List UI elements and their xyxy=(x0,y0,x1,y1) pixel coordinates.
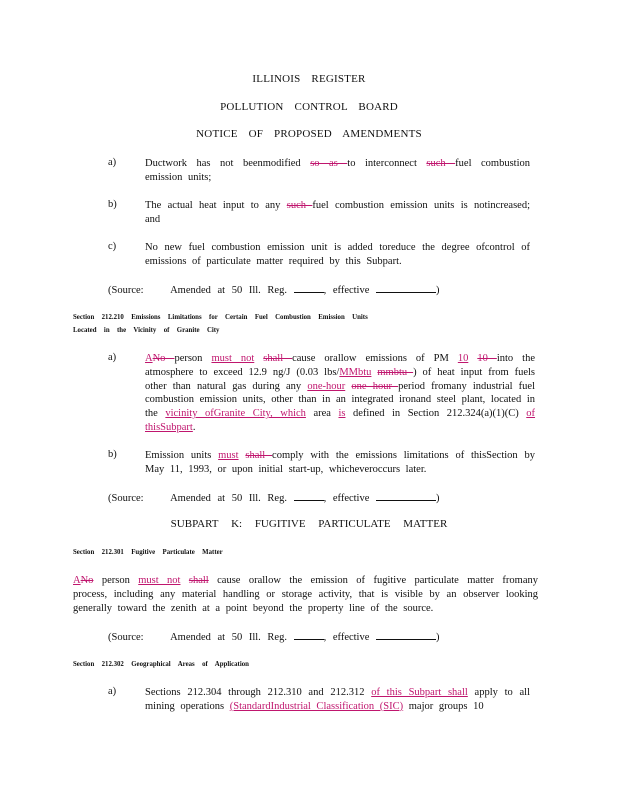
deleted-text: No xyxy=(80,575,94,586)
inserted-text: of this Subpart shall xyxy=(371,687,468,698)
section-301-heading: Section 212.301 Fugitive Particulate Matter xyxy=(73,548,223,556)
source-effective: effective xyxy=(332,632,370,643)
source-line-3: (Source: Amended at 50 Ill. Reg. , effective ) xyxy=(108,632,440,643)
text-run: fuel combustion emission units is notincreased; and xyxy=(145,200,531,225)
deleted-text: No xyxy=(152,353,175,364)
text-run: into the atmosphere to exceed 12.9 ng/J (0.03 lbs/ xyxy=(145,353,535,378)
text-run: No new fuel combustion emission unit is added toreduce the degree ofcontrol of emissions of particulate matter required by this Subpart. xyxy=(145,242,530,267)
inserted-text: vicinity ofGranite City, which xyxy=(165,408,306,420)
blank-date xyxy=(376,491,436,501)
deleted-text: 10 xyxy=(477,353,497,364)
blank-date xyxy=(376,630,436,640)
text-run: fuel combustion emission units; xyxy=(145,158,530,183)
text-run xyxy=(254,353,263,364)
text-run: Sections 212.304 through 212.310 and 212.312 xyxy=(145,687,372,698)
list2-item-b xyxy=(145,449,535,477)
section-302-heading: Section 212.302 Geographical Areas of Application xyxy=(73,660,249,668)
para-301 xyxy=(73,574,538,615)
source-label: (Source: xyxy=(108,493,144,504)
source-text: Amended at 50 Ill. Reg. xyxy=(170,493,287,504)
deleted-text: so as xyxy=(310,158,348,169)
text-run: person xyxy=(93,575,139,586)
inserted-text: (StandardIndustrial Classification (SIC) xyxy=(229,700,404,712)
section-210-line1: Section 212.210 Emissions Limitations for Certain Fuel Combustion Emission Units xyxy=(73,313,368,321)
source-text: Amended at 50 Ill. Reg. xyxy=(170,632,287,643)
deleted-text: shall xyxy=(245,450,273,461)
text-run: Emission units xyxy=(145,450,219,461)
blank-date xyxy=(376,283,436,293)
text-run xyxy=(468,353,477,364)
text-run: period fromany industrial fuel combustion emission units, other than in an integrated ironand steel plant, located in the xyxy=(145,380,536,420)
text-run xyxy=(180,575,188,586)
text-run: defined in Section 212.324(a)(1)(C) xyxy=(345,408,527,420)
deleted-text: shall xyxy=(263,353,293,364)
text-run: The actual heat input to any xyxy=(145,200,287,211)
inserted-text: must not xyxy=(138,575,181,586)
list1-label-b: b) xyxy=(108,199,117,210)
list1-item-c xyxy=(145,241,530,269)
source-label: (Source: xyxy=(108,632,144,643)
inserted-text: one-hour xyxy=(307,380,346,392)
text-run: ) of heat input from fuels other than natural gas during any xyxy=(145,366,535,392)
list1-label-a: a) xyxy=(108,157,117,168)
deleted-text: such xyxy=(426,158,456,169)
blank-volume xyxy=(294,630,324,640)
source-effective: effective xyxy=(332,285,370,296)
text-run: person xyxy=(174,353,212,364)
list3-item-a xyxy=(145,686,530,714)
list1-item-b xyxy=(145,199,530,227)
list2-label-b: b) xyxy=(108,449,117,460)
inserted-text: MMbtu xyxy=(339,366,372,378)
text-run: comply with the emissions limitations of thisSection by May 11, 1993, or upon initial start-up, whicheveroccurs later. xyxy=(145,450,535,475)
header-notice: NOTICE OF PROPOSED AMENDMENTS xyxy=(196,128,422,140)
text-run: . xyxy=(192,421,196,433)
list2-label-a: a) xyxy=(108,352,117,363)
text-run: Ductwork has not beenmodified xyxy=(145,158,311,169)
blank-volume xyxy=(294,491,324,501)
inserted-text: of thisSubpart xyxy=(145,408,536,433)
inserted-text: must not xyxy=(211,353,255,364)
text-run: major groups 10 xyxy=(403,700,484,712)
text-run: to interconnect xyxy=(347,158,427,169)
list2-item-a xyxy=(145,352,535,435)
source-label: (Source: xyxy=(108,285,144,296)
inserted-text: 10 xyxy=(457,353,469,364)
deleted-text: one hour xyxy=(351,380,399,392)
text-run: apply to all mining operations xyxy=(145,687,531,712)
blank-volume xyxy=(294,283,324,293)
list1-label-c: c) xyxy=(108,241,117,252)
source-line-2: (Source: Amended at 50 Ill. Reg. , effective ) xyxy=(108,493,440,504)
deleted-text: mmbtu xyxy=(377,366,414,378)
text-run: area xyxy=(305,408,339,420)
header-register: ILLINOIS REGISTER xyxy=(252,73,366,85)
list3-label-a: a) xyxy=(108,686,117,697)
source-text: Amended at 50 Ill. Reg. xyxy=(170,285,287,296)
deleted-text: such xyxy=(286,200,313,211)
inserted-text: must xyxy=(218,450,239,461)
source-line-1: (Source: Amended at 50 Ill. Reg. , effective ) xyxy=(108,285,440,296)
inserted-text: A xyxy=(145,353,153,364)
section-210-line2: Located in the Vicinity of Granite City xyxy=(73,326,220,334)
deleted-text: shall xyxy=(188,575,209,586)
list1-item-a xyxy=(145,157,530,185)
source-effective: effective xyxy=(332,493,370,504)
text-run: cause orallow the emission of fugitive particulate matter fromany process, including any material handling or storage activity, that is visible by an observer looking generally toward the zenith at a point beyond the property line of the source. xyxy=(73,575,539,614)
inserted-text: A xyxy=(73,575,81,586)
inserted-text: is xyxy=(338,408,346,420)
subpart-heading: SUBPART K: FUGITIVE PARTICULATE MATTER xyxy=(170,518,448,530)
header-board: POLLUTION CONTROL BOARD xyxy=(220,101,398,113)
text-run: cause orallow emissions of PM xyxy=(292,353,458,364)
